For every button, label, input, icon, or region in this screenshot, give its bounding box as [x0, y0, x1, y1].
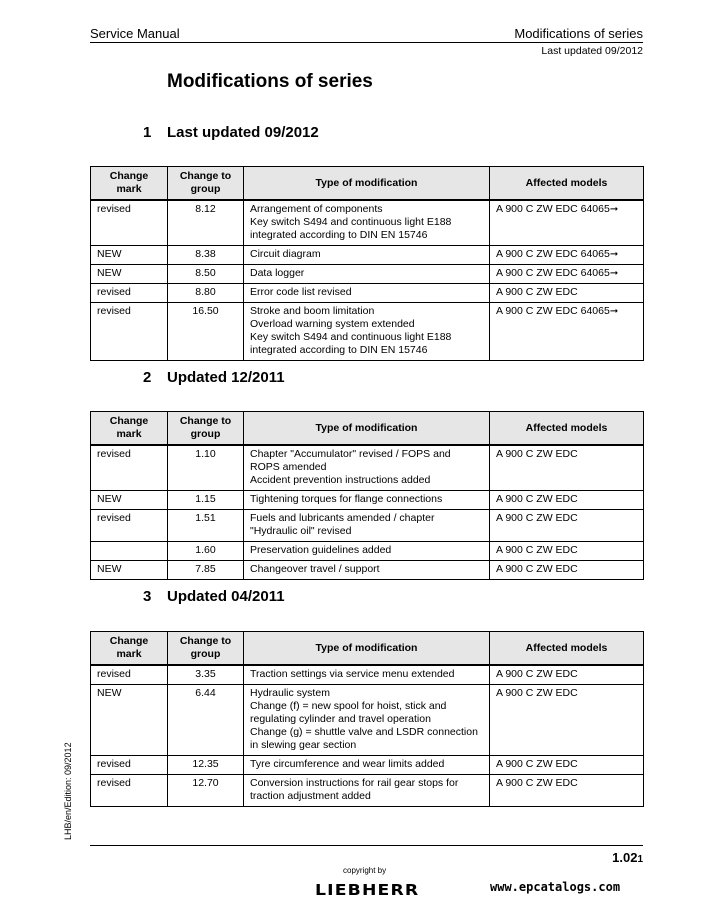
change-mark-cell: NEW — [91, 561, 168, 580]
modification-line: Key switch S494 and continuous light E188 — [250, 216, 452, 228]
modification-line: Circuit diagram — [250, 248, 321, 260]
section-number: 1 — [143, 124, 152, 141]
modification-line: Key switch S494 and continuous light E188 — [250, 331, 452, 343]
header-right: Modifications of series — [514, 26, 643, 41]
table-header-row — [91, 412, 644, 446]
table-row — [91, 561, 644, 580]
modification-cell — [244, 284, 490, 303]
change-group-cell: 1.51 — [168, 510, 244, 542]
modification-line: Conversion instructions for rail gear stops for — [250, 777, 459, 789]
affected-model-text: A 900 C ZW EDC 64065 — [496, 203, 610, 215]
change-group-cell: 7.85 — [168, 561, 244, 580]
column-header: Type of modification — [244, 412, 490, 446]
copyright-text: copyright by — [343, 866, 387, 875]
table-row — [91, 775, 644, 807]
table-header-row — [91, 167, 644, 201]
affected-models-cell — [490, 685, 644, 756]
modification-line: regulating cylinder and travel operation — [250, 713, 431, 725]
affected-model-text: A 900 C ZW EDC — [496, 687, 578, 699]
column-header: Type of modification — [244, 167, 490, 201]
column-header: Change mark — [91, 632, 168, 666]
affected-model-text: A 900 C ZW EDC 64065 — [496, 248, 610, 260]
change-group-cell: 16.50 — [168, 303, 244, 361]
section-heading — [143, 369, 285, 386]
section-title: Updated 12/2011 — [167, 369, 285, 386]
section-title: Last updated 09/2012 — [167, 124, 319, 141]
change-mark-cell — [91, 542, 168, 561]
modification-cell — [244, 665, 490, 685]
modification-line: traction adjustment added — [250, 790, 371, 802]
arrow-right-icon: ➞ — [609, 268, 619, 279]
change-mark-cell: revised — [91, 284, 168, 303]
affected-model-text: A 900 C ZW EDC — [496, 777, 578, 789]
column-header: Change to group — [168, 167, 244, 201]
affected-models-cell — [490, 510, 644, 542]
modification-cell — [244, 756, 490, 775]
modification-line: Hydraulic system — [250, 687, 330, 699]
arrow-right-icon: ➞ — [609, 306, 619, 317]
affected-models-cell — [490, 265, 644, 284]
change-group-cell: 6.44 — [168, 685, 244, 756]
change-group-cell: 1.60 — [168, 542, 244, 561]
modification-cell — [244, 775, 490, 807]
modification-line: Preservation guidelines added — [250, 544, 392, 556]
modification-cell — [244, 445, 490, 491]
change-mark-cell: NEW — [91, 246, 168, 265]
modification-cell — [244, 542, 490, 561]
page-number-sub: 1 — [637, 854, 643, 865]
affected-model-text: A 900 C ZW EDC — [496, 668, 578, 680]
section-number: 3 — [143, 588, 152, 605]
modification-line: ROPS amended — [250, 461, 327, 473]
change-group-cell: 3.35 — [168, 665, 244, 685]
modification-cell — [244, 510, 490, 542]
table-row — [91, 756, 644, 775]
modification-line: Tightening torques for flange connections — [250, 493, 443, 505]
column-header: Type of modification — [244, 632, 490, 666]
table-row — [91, 665, 644, 685]
header-last-updated: Last updated 09/2012 — [541, 45, 643, 57]
change-mark-cell: NEW — [91, 265, 168, 284]
affected-model-text: A 900 C ZW EDC — [496, 448, 578, 460]
affected-models-cell — [490, 775, 644, 807]
table-row — [91, 491, 644, 510]
modification-cell — [244, 200, 490, 246]
change-mark-cell: revised — [91, 200, 168, 246]
modification-line: Tyre circumference and wear limits added — [250, 758, 445, 770]
affected-model-text: A 900 C ZW EDC — [496, 286, 578, 298]
column-header: Change to group — [168, 412, 244, 446]
table-row — [91, 284, 644, 303]
affected-models-cell — [490, 665, 644, 685]
modification-line: "Hydraulic oil" revised — [250, 525, 352, 537]
affected-model-text: A 900 C ZW EDC — [496, 512, 578, 524]
document-title: Modifications of series — [167, 71, 373, 92]
affected-model-text: A 900 C ZW EDC — [496, 544, 578, 556]
modification-line: Overload warning system extended — [250, 318, 415, 330]
table-header-row — [91, 632, 644, 666]
change-group-cell: 8.12 — [168, 200, 244, 246]
modification-line: Chapter "Accumulator" revised / FOPS and — [250, 448, 451, 460]
affected-models-cell — [490, 284, 644, 303]
affected-model-text: A 900 C ZW EDC 64065 — [496, 267, 610, 279]
change-mark-cell: revised — [91, 665, 168, 685]
table-row — [91, 265, 644, 284]
column-header: Affected models — [490, 632, 644, 666]
column-header: Change mark — [91, 167, 168, 201]
change-mark-cell: revised — [91, 775, 168, 807]
footer-divider — [90, 845, 643, 846]
change-mark-cell: NEW — [91, 491, 168, 510]
header-left: Service Manual — [90, 26, 180, 41]
affected-models-cell — [490, 246, 644, 265]
affected-model-text: A 900 C ZW EDC — [496, 493, 578, 505]
modifications-table — [90, 631, 644, 807]
arrow-right-icon: ➞ — [609, 249, 619, 260]
affected-models-cell — [490, 542, 644, 561]
change-group-cell: 12.70 — [168, 775, 244, 807]
modification-line: Arrangement of components — [250, 203, 383, 215]
modification-line: Stroke and boom limitation — [250, 305, 375, 317]
modification-cell — [244, 685, 490, 756]
affected-models-cell — [490, 445, 644, 491]
modifications-table — [90, 411, 644, 580]
modification-cell — [244, 265, 490, 284]
change-group-cell: 12.35 — [168, 756, 244, 775]
change-group-cell: 1.10 — [168, 445, 244, 491]
modification-cell — [244, 303, 490, 361]
modification-line: Traction settings via service menu extended — [250, 668, 455, 680]
modification-line: Change (g) = shuttle valve and LSDR connection — [250, 726, 478, 738]
table-row — [91, 303, 644, 361]
modification-line: integrated according to DIN EN 15746 — [250, 229, 428, 241]
section-heading — [143, 588, 285, 605]
edition-side-label: LHB/en/Edition: 09/2012 — [63, 742, 73, 840]
modification-line: Data logger — [250, 267, 305, 279]
modifications-table — [90, 166, 644, 361]
section-heading — [143, 124, 319, 141]
header-divider — [90, 42, 643, 43]
watermark-url: www.epcatalogs.com — [490, 880, 621, 894]
affected-models-cell — [490, 756, 644, 775]
arrow-right-icon: ➞ — [609, 204, 619, 215]
change-group-cell: 1.15 — [168, 491, 244, 510]
change-mark-cell: NEW — [91, 685, 168, 756]
modification-cell — [244, 246, 490, 265]
affected-model-text: A 900 C ZW EDC — [496, 758, 578, 770]
modification-line: integrated according to DIN EN 15746 — [250, 344, 428, 356]
change-group-cell: 8.50 — [168, 265, 244, 284]
affected-models-cell — [490, 200, 644, 246]
table-row — [91, 200, 644, 246]
modification-cell — [244, 561, 490, 580]
change-group-cell: 8.80 — [168, 284, 244, 303]
page-number — [612, 850, 643, 865]
section-number: 2 — [143, 369, 152, 386]
change-group-cell: 8.38 — [168, 246, 244, 265]
table-row — [91, 685, 644, 756]
change-mark-cell: revised — [91, 756, 168, 775]
table-row — [91, 542, 644, 561]
modification-line: Error code list revised — [250, 286, 352, 298]
modification-line: Changeover travel / support — [250, 563, 380, 575]
section-title: Updated 04/2011 — [167, 588, 285, 605]
affected-model-text: A 900 C ZW EDC 64065 — [496, 305, 610, 317]
affected-models-cell — [490, 561, 644, 580]
column-header: Change to group — [168, 632, 244, 666]
affected-models-cell — [490, 303, 644, 361]
modification-cell — [244, 491, 490, 510]
change-mark-cell: revised — [91, 510, 168, 542]
affected-models-cell — [490, 491, 644, 510]
modification-line: in slewing gear section — [250, 739, 357, 751]
column-header: Change mark — [91, 412, 168, 446]
modification-line: Fuels and lubricants amended / chapter — [250, 512, 435, 524]
table-row — [91, 246, 644, 265]
change-mark-cell: revised — [91, 303, 168, 361]
modification-line: Accident prevention instructions added — [250, 474, 431, 486]
liebherr-logo: LIEBHERR — [315, 881, 420, 899]
modification-line: Change (f) = new spool for hoist, stick and — [250, 700, 447, 712]
table-row — [91, 510, 644, 542]
column-header: Affected models — [490, 167, 644, 201]
change-mark-cell: revised — [91, 445, 168, 491]
affected-model-text: A 900 C ZW EDC — [496, 563, 578, 575]
page-number-main: 1.02 — [612, 850, 638, 865]
table-row — [91, 445, 644, 491]
column-header: Affected models — [490, 412, 644, 446]
